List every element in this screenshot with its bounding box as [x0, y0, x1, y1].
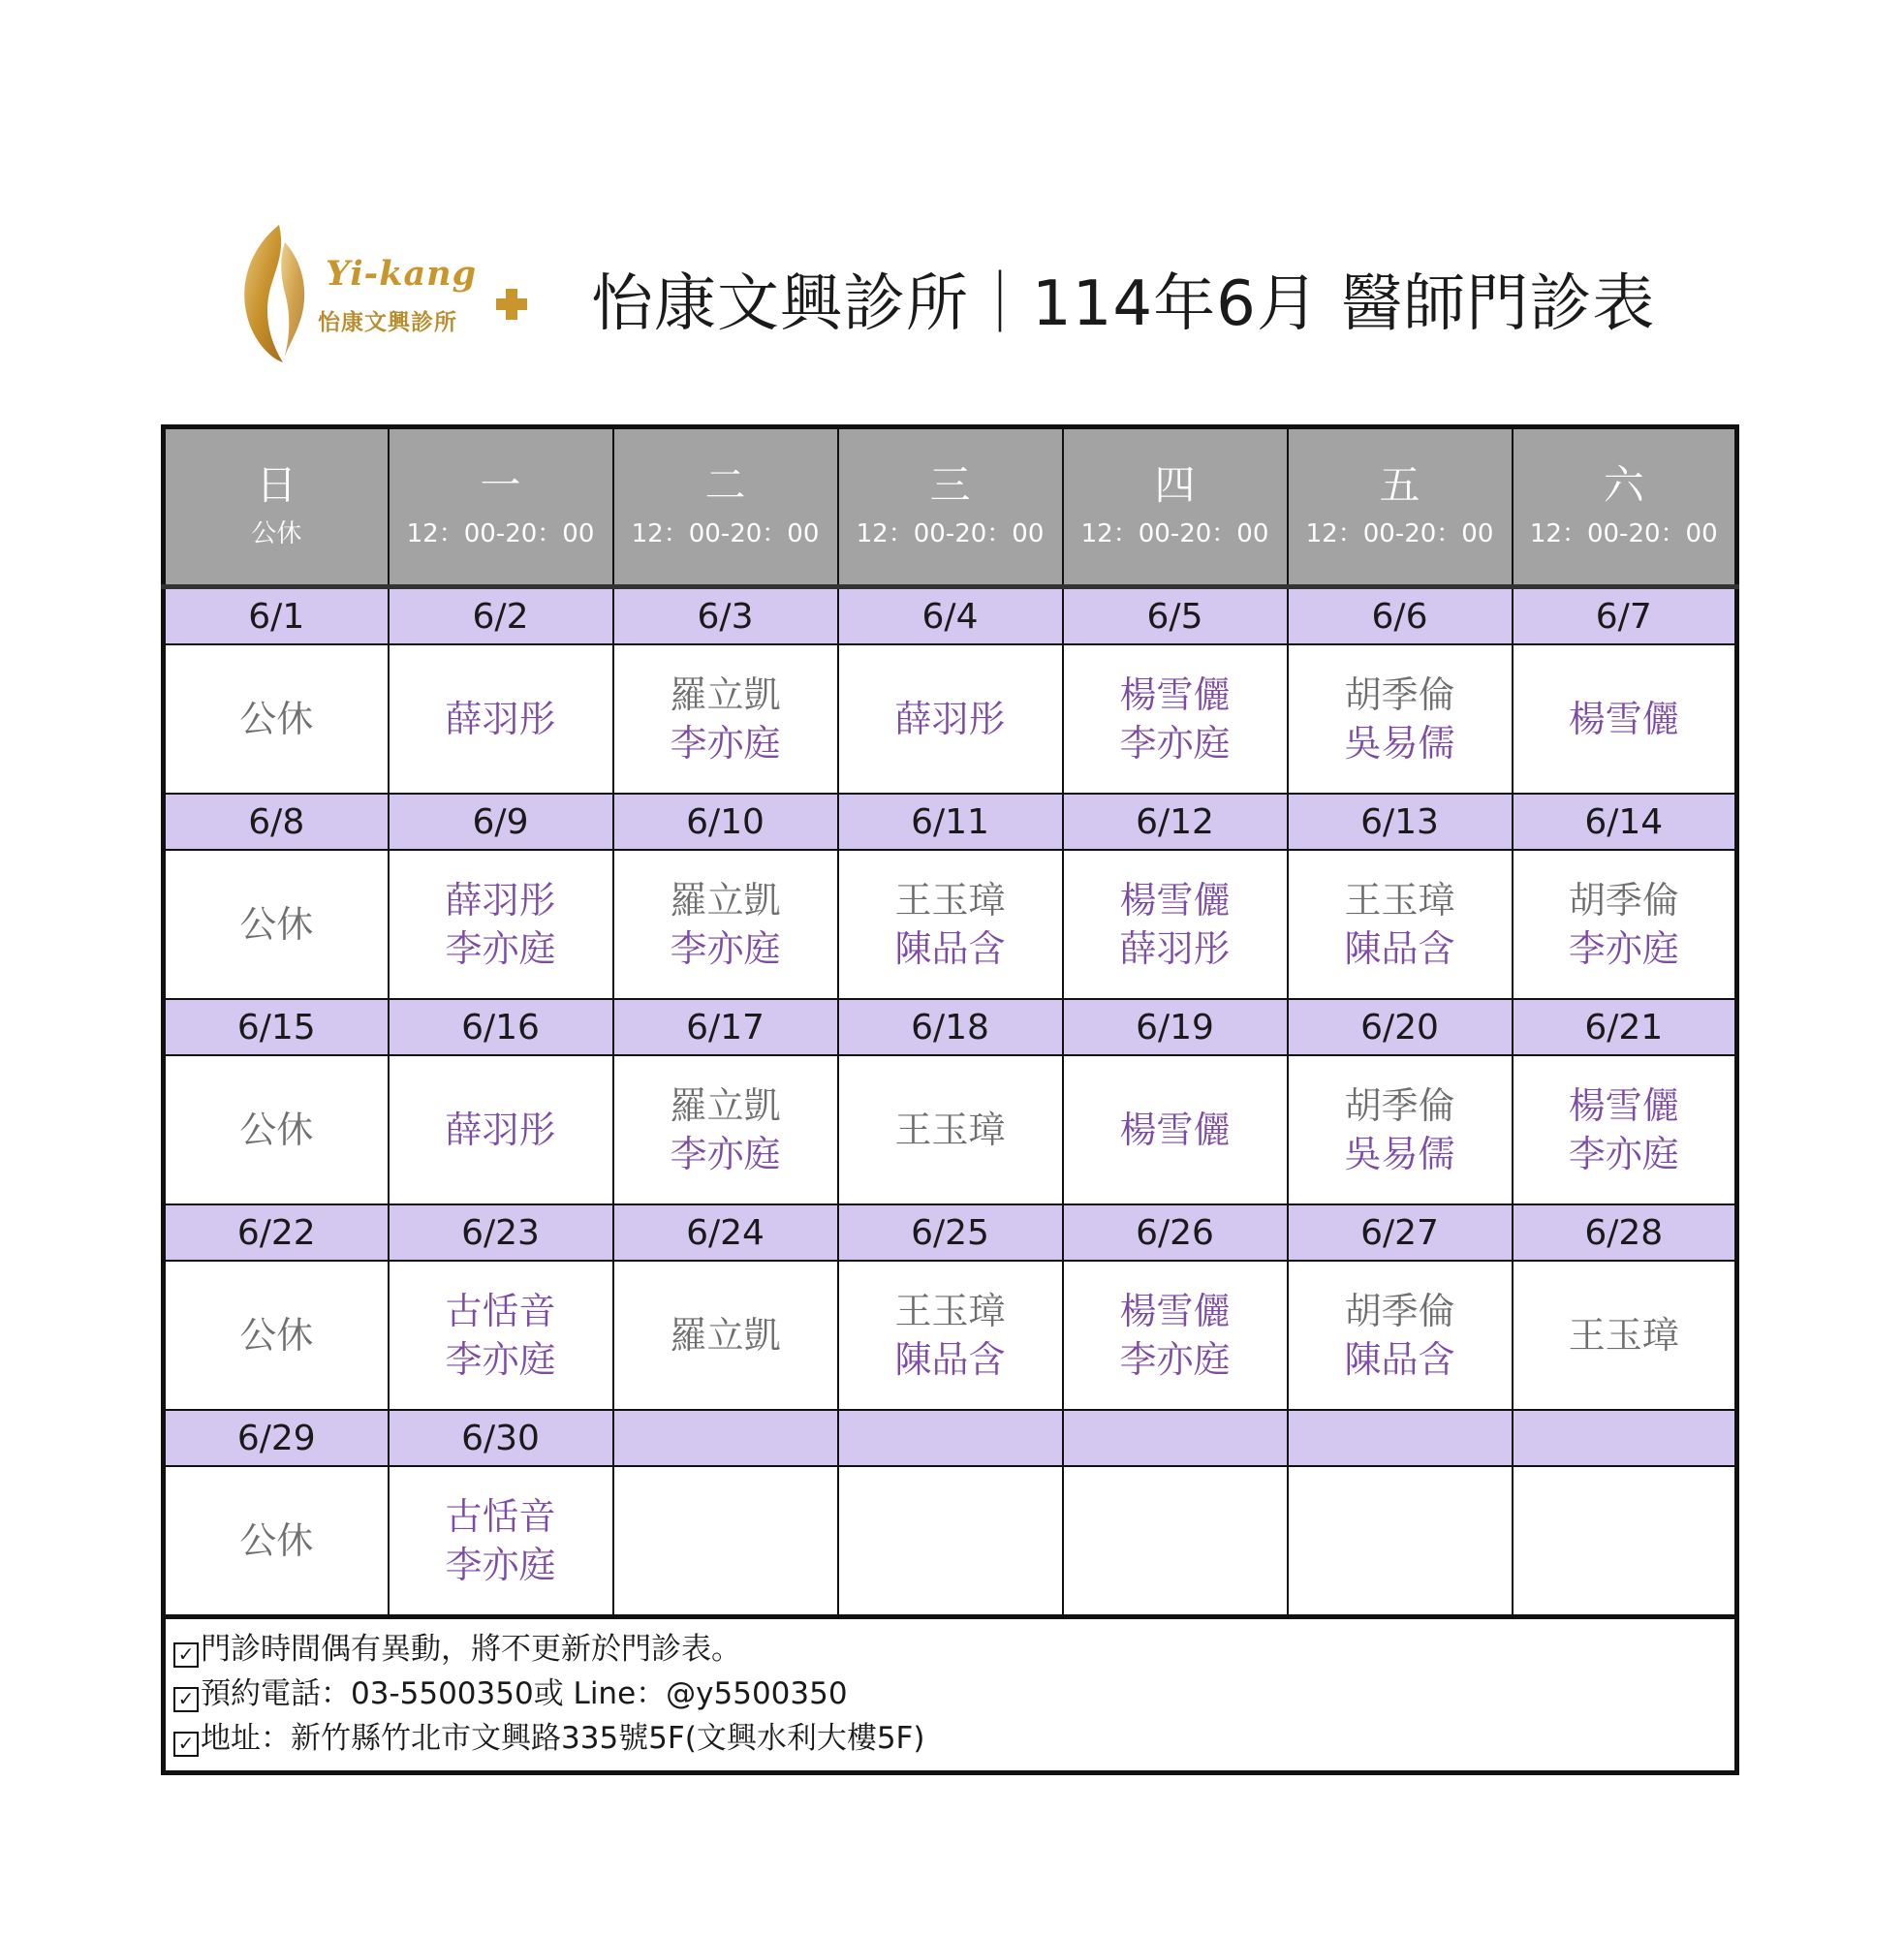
- doctor-cell: [838, 1261, 1063, 1410]
- doctor-cell: [389, 850, 613, 999]
- doctor-cell: [1513, 1055, 1737, 1204]
- doctor-name: 薛羽彤: [445, 698, 556, 740]
- leaf-face-icon: [229, 221, 326, 366]
- doctor-name: 胡季倫: [1568, 879, 1679, 922]
- doctor-name: 李亦庭: [670, 927, 781, 970]
- note-item: [173, 1716, 1725, 1761]
- date-cell: 6/8: [164, 794, 389, 850]
- doctor-cell: [613, 644, 838, 794]
- medical-cross-icon: [492, 285, 531, 324]
- doctor-name: 李亦庭: [1119, 1338, 1231, 1381]
- date-cell: 6/7: [1513, 587, 1737, 645]
- clinic-logo: [229, 221, 529, 366]
- doctor-name: 公休: [239, 1109, 314, 1151]
- date-cell: 6/23: [389, 1204, 613, 1261]
- doctor-name: 薛羽彤: [894, 698, 1006, 740]
- weekday-header: [613, 427, 838, 587]
- weekday-header: [1513, 427, 1737, 587]
- doctor-name: 吳易儒: [1344, 722, 1455, 765]
- date-row: [164, 999, 1737, 1055]
- doctor-cell: [164, 1466, 389, 1617]
- date-cell: [838, 1410, 1063, 1466]
- weekday-label: 日: [256, 461, 297, 509]
- date-cell: 6/22: [164, 1204, 389, 1261]
- note-text: 地址：新竹縣竹北市文興路335號5F(文興水利大樓5F): [201, 1721, 925, 1756]
- doctor-cell: [1063, 1466, 1288, 1617]
- doctor-name: 王玉璋: [1568, 1314, 1679, 1357]
- date-cell: 6/11: [838, 794, 1063, 850]
- date-cell: 6/29: [164, 1410, 389, 1466]
- doctor-name: 胡季倫: [1344, 1290, 1455, 1332]
- doctor-name: 薛羽彤: [1119, 927, 1231, 970]
- page-title: 怡康文興診所｜114年6月 醫師門診表: [591, 268, 1656, 340]
- doctor-name: 公休: [239, 698, 314, 740]
- doctor-cell: [838, 644, 1063, 794]
- doctor-cell: [1288, 1261, 1513, 1410]
- doctor-name: 楊雪儷: [1119, 1109, 1231, 1151]
- date-cell: [613, 1410, 838, 1466]
- date-row: [164, 1204, 1737, 1261]
- doctor-name: 吳易儒: [1344, 1133, 1455, 1175]
- doctor-cell: [613, 1055, 838, 1204]
- date-cell: 6/19: [1063, 999, 1288, 1055]
- weekday-label: 一: [480, 461, 521, 509]
- date-cell: [1063, 1410, 1288, 1466]
- doctor-name: 羅立凱: [670, 879, 781, 922]
- date-cell: 6/30: [389, 1410, 613, 1466]
- doctor-name: 陳品含: [1344, 1338, 1455, 1381]
- clinic-hours: 12：00-20：00: [1305, 519, 1494, 548]
- date-cell: 6/18: [838, 999, 1063, 1055]
- doctor-cell: [838, 850, 1063, 999]
- doctor-cell: [1513, 1466, 1737, 1617]
- date-cell: 6/14: [1513, 794, 1737, 850]
- doctor-cell: [1288, 644, 1513, 794]
- note-text: 預約電話：03-5500350或 Line：@y5500350: [201, 1676, 848, 1711]
- doctor-cell: [838, 1055, 1063, 1204]
- weekday-header: [1063, 427, 1288, 587]
- doctor-cell: [1513, 644, 1737, 794]
- doctor-name: 公休: [239, 1314, 314, 1357]
- date-cell: 6/5: [1063, 587, 1288, 645]
- doctor-name: 陳品含: [1344, 927, 1455, 970]
- date-row: [164, 587, 1737, 645]
- weekday-header: [389, 427, 613, 587]
- doctor-name: 李亦庭: [1119, 722, 1231, 765]
- doctor-cell: [164, 1261, 389, 1410]
- doctor-name: 王玉璋: [894, 1109, 1006, 1151]
- weekday-header: [164, 427, 389, 587]
- doctor-name: 楊雪儷: [1568, 1084, 1679, 1127]
- date-cell: 6/9: [389, 794, 613, 850]
- doctor-name: 陳品含: [894, 1338, 1006, 1381]
- notes-row: [164, 1617, 1737, 1773]
- doctor-cell: [838, 1466, 1063, 1617]
- doctor-cell: [1288, 1466, 1513, 1617]
- clinic-hours: 12：00-20：00: [856, 519, 1045, 548]
- doctor-cell: [164, 644, 389, 794]
- doctor-cell: [613, 1261, 838, 1410]
- notes-section: [164, 1617, 1737, 1773]
- doctor-name: 胡季倫: [1344, 1084, 1455, 1127]
- date-cell: 6/17: [613, 999, 838, 1055]
- doctor-name: 古恬音: [445, 1495, 556, 1538]
- date-cell: 6/6: [1288, 587, 1513, 645]
- doctor-cell: [1063, 850, 1288, 999]
- date-row: [164, 1410, 1737, 1466]
- date-cell: 6/2: [389, 587, 613, 645]
- doctor-cell: [1288, 1055, 1513, 1204]
- date-cell: 6/3: [613, 587, 838, 645]
- doctor-name: 羅立凱: [670, 1314, 781, 1357]
- doctor-name: 陳品含: [894, 927, 1006, 970]
- doctor-cell: [389, 1466, 613, 1617]
- date-cell: 6/4: [838, 587, 1063, 645]
- doctor-name: 李亦庭: [445, 927, 556, 970]
- date-cell: 6/20: [1288, 999, 1513, 1055]
- weekday-header-row: [164, 427, 1737, 587]
- weekday-label: 三: [929, 461, 971, 509]
- doctor-cell: [389, 644, 613, 794]
- doctor-name: 羅立凱: [670, 1084, 781, 1127]
- checkbox-icon: ✓: [173, 1687, 199, 1712]
- date-cell: 6/15: [164, 999, 389, 1055]
- doctor-name: 李亦庭: [1568, 1133, 1679, 1175]
- doctor-name: 李亦庭: [670, 722, 781, 765]
- date-cell: [1513, 1410, 1737, 1466]
- date-cell: 6/16: [389, 999, 613, 1055]
- note-item: [173, 1672, 1725, 1716]
- doctor-name: 古恬音: [445, 1290, 556, 1332]
- date-cell: 6/26: [1063, 1204, 1288, 1261]
- doctor-cell: [164, 1055, 389, 1204]
- weekday-label: 四: [1154, 461, 1196, 509]
- clinic-hours: 公休: [251, 519, 302, 548]
- doctor-cell: [1513, 850, 1737, 999]
- doctor-name: 李亦庭: [1568, 927, 1679, 970]
- checkbox-icon: ✓: [173, 1732, 199, 1757]
- weekday-header: [838, 427, 1063, 587]
- doctor-name: 公休: [239, 1519, 314, 1562]
- doctor-cell: [1063, 644, 1288, 794]
- weekday-label: 五: [1379, 461, 1420, 509]
- doctor-name: 李亦庭: [445, 1544, 556, 1586]
- clinic-hours: 12：00-20：00: [1529, 519, 1718, 548]
- doctor-cell: [389, 1055, 613, 1204]
- date-cell: 6/13: [1288, 794, 1513, 850]
- logo-chinese-text: 怡康文興診所: [318, 310, 457, 335]
- date-cell: 6/1: [164, 587, 389, 645]
- doctor-name: 薛羽彤: [445, 1109, 556, 1151]
- doctor-name: 王玉璋: [1344, 879, 1455, 922]
- clinic-hours: 12：00-20：00: [1080, 519, 1269, 548]
- note-text: 門診時間偶有異動，將不更新於門診表。: [201, 1632, 741, 1667]
- date-row: [164, 794, 1737, 850]
- date-cell: 6/10: [613, 794, 838, 850]
- doctor-cell: [613, 850, 838, 999]
- date-cell: 6/28: [1513, 1204, 1737, 1261]
- date-cell: 6/25: [838, 1204, 1063, 1261]
- doctor-cell: [164, 850, 389, 999]
- doctor-name: 李亦庭: [445, 1338, 556, 1381]
- weekday-header: [1288, 427, 1513, 587]
- doctor-row: [164, 1055, 1737, 1204]
- date-cell: 6/21: [1513, 999, 1737, 1055]
- doctor-cell: [1063, 1055, 1288, 1204]
- doctor-row: [164, 1466, 1737, 1617]
- doctor-row: [164, 1261, 1737, 1410]
- doctor-cell: [1513, 1261, 1737, 1410]
- doctor-name: 楊雪儷: [1119, 673, 1231, 716]
- weekday-label: 六: [1603, 461, 1644, 509]
- doctor-cell: [613, 1466, 838, 1617]
- doctor-name: 楊雪儷: [1119, 879, 1231, 922]
- doctor-row: [164, 850, 1737, 999]
- doctor-name: 胡季倫: [1344, 673, 1455, 716]
- doctor-name: 公休: [239, 903, 314, 946]
- doctor-name: 王玉璋: [894, 1290, 1006, 1332]
- schedule-table: [161, 424, 1739, 1775]
- checkbox-icon: ✓: [173, 1642, 199, 1668]
- note-item: [173, 1627, 1725, 1672]
- logo-script-text: Yi-kang: [326, 254, 478, 294]
- clinic-hours: 12：00-20：00: [631, 519, 820, 548]
- doctor-cell: [1288, 850, 1513, 999]
- date-cell: 6/24: [613, 1204, 838, 1261]
- doctor-name: 李亦庭: [670, 1133, 781, 1175]
- doctor-name: 王玉璋: [894, 879, 1006, 922]
- weekday-label: 二: [704, 461, 746, 509]
- date-cell: 6/27: [1288, 1204, 1513, 1261]
- doctor-name: 薛羽彤: [445, 879, 556, 922]
- doctor-name: 楊雪儷: [1568, 698, 1679, 740]
- doctor-row: [164, 644, 1737, 794]
- doctor-cell: [389, 1261, 613, 1410]
- date-cell: [1288, 1410, 1513, 1466]
- clinic-hours: 12：00-20：00: [406, 519, 595, 548]
- doctor-name: 羅立凱: [670, 673, 781, 716]
- date-cell: 6/12: [1063, 794, 1288, 850]
- doctor-cell: [1063, 1261, 1288, 1410]
- doctor-name: 楊雪儷: [1119, 1290, 1231, 1332]
